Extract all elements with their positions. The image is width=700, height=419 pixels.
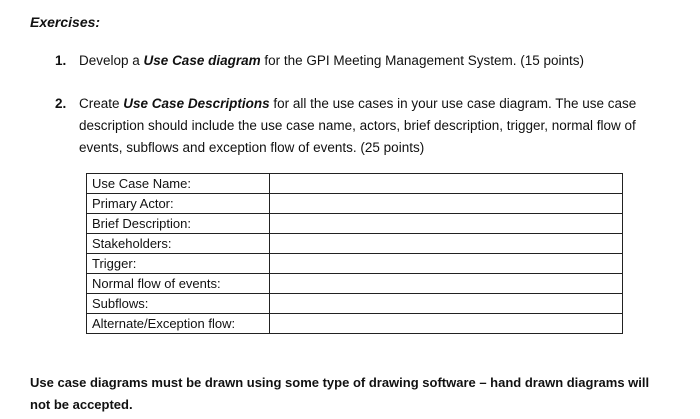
row-value [269,234,622,254]
table-row [87,214,623,234]
row-value [269,294,622,314]
exercise-text [79,93,679,159]
row-value [269,274,622,294]
row-value [269,174,622,194]
table-row [87,294,623,314]
row-label: Alternate/Exception flow: [87,314,270,334]
exercise-text [79,50,584,72]
row-label: Subflows: [87,294,270,314]
row-label: Stakeholders: [87,234,270,254]
row-label: Normal flow of events: [87,274,270,294]
table-row [87,234,623,254]
exercise-emphasis: Use Case Descriptions [123,96,270,111]
exercise-text-start: Create [79,96,124,111]
row-label: Use Case Name: [87,174,270,194]
row-label: Brief Description: [87,214,270,234]
table-row [87,314,623,334]
row-label: Trigger: [87,254,270,274]
table-row [87,194,623,214]
table-row [87,174,623,194]
exercise-emphasis: Use Case diagram [143,53,261,68]
row-value [269,254,622,274]
row-value [269,214,622,234]
row-label: Primary Actor: [87,194,270,214]
submission-note: Use case diagrams must be drawn using some type of drawing software – hand drawn diagrams will not be accepted. [30,375,650,412]
exercise-number: 2. [55,96,67,111]
exercise-number: 1. [55,53,67,68]
exercise-text-end: for the GPI Meeting Management System. (15 points) [260,53,585,68]
table-row [87,274,623,294]
table-row [87,254,623,274]
use-case-description-table [86,173,623,334]
exercise-text-start: Develop a [79,53,144,68]
exercise-text-end: for all the use cases in your use case diagram. The use case description should include the use case name, actors, brief description, trigger, normal flow of events, subflows and exception flow of events. (25 points) [79,96,637,155]
row-value [269,194,622,214]
row-value [269,314,622,334]
exercises-heading: Exercises: [30,14,101,30]
